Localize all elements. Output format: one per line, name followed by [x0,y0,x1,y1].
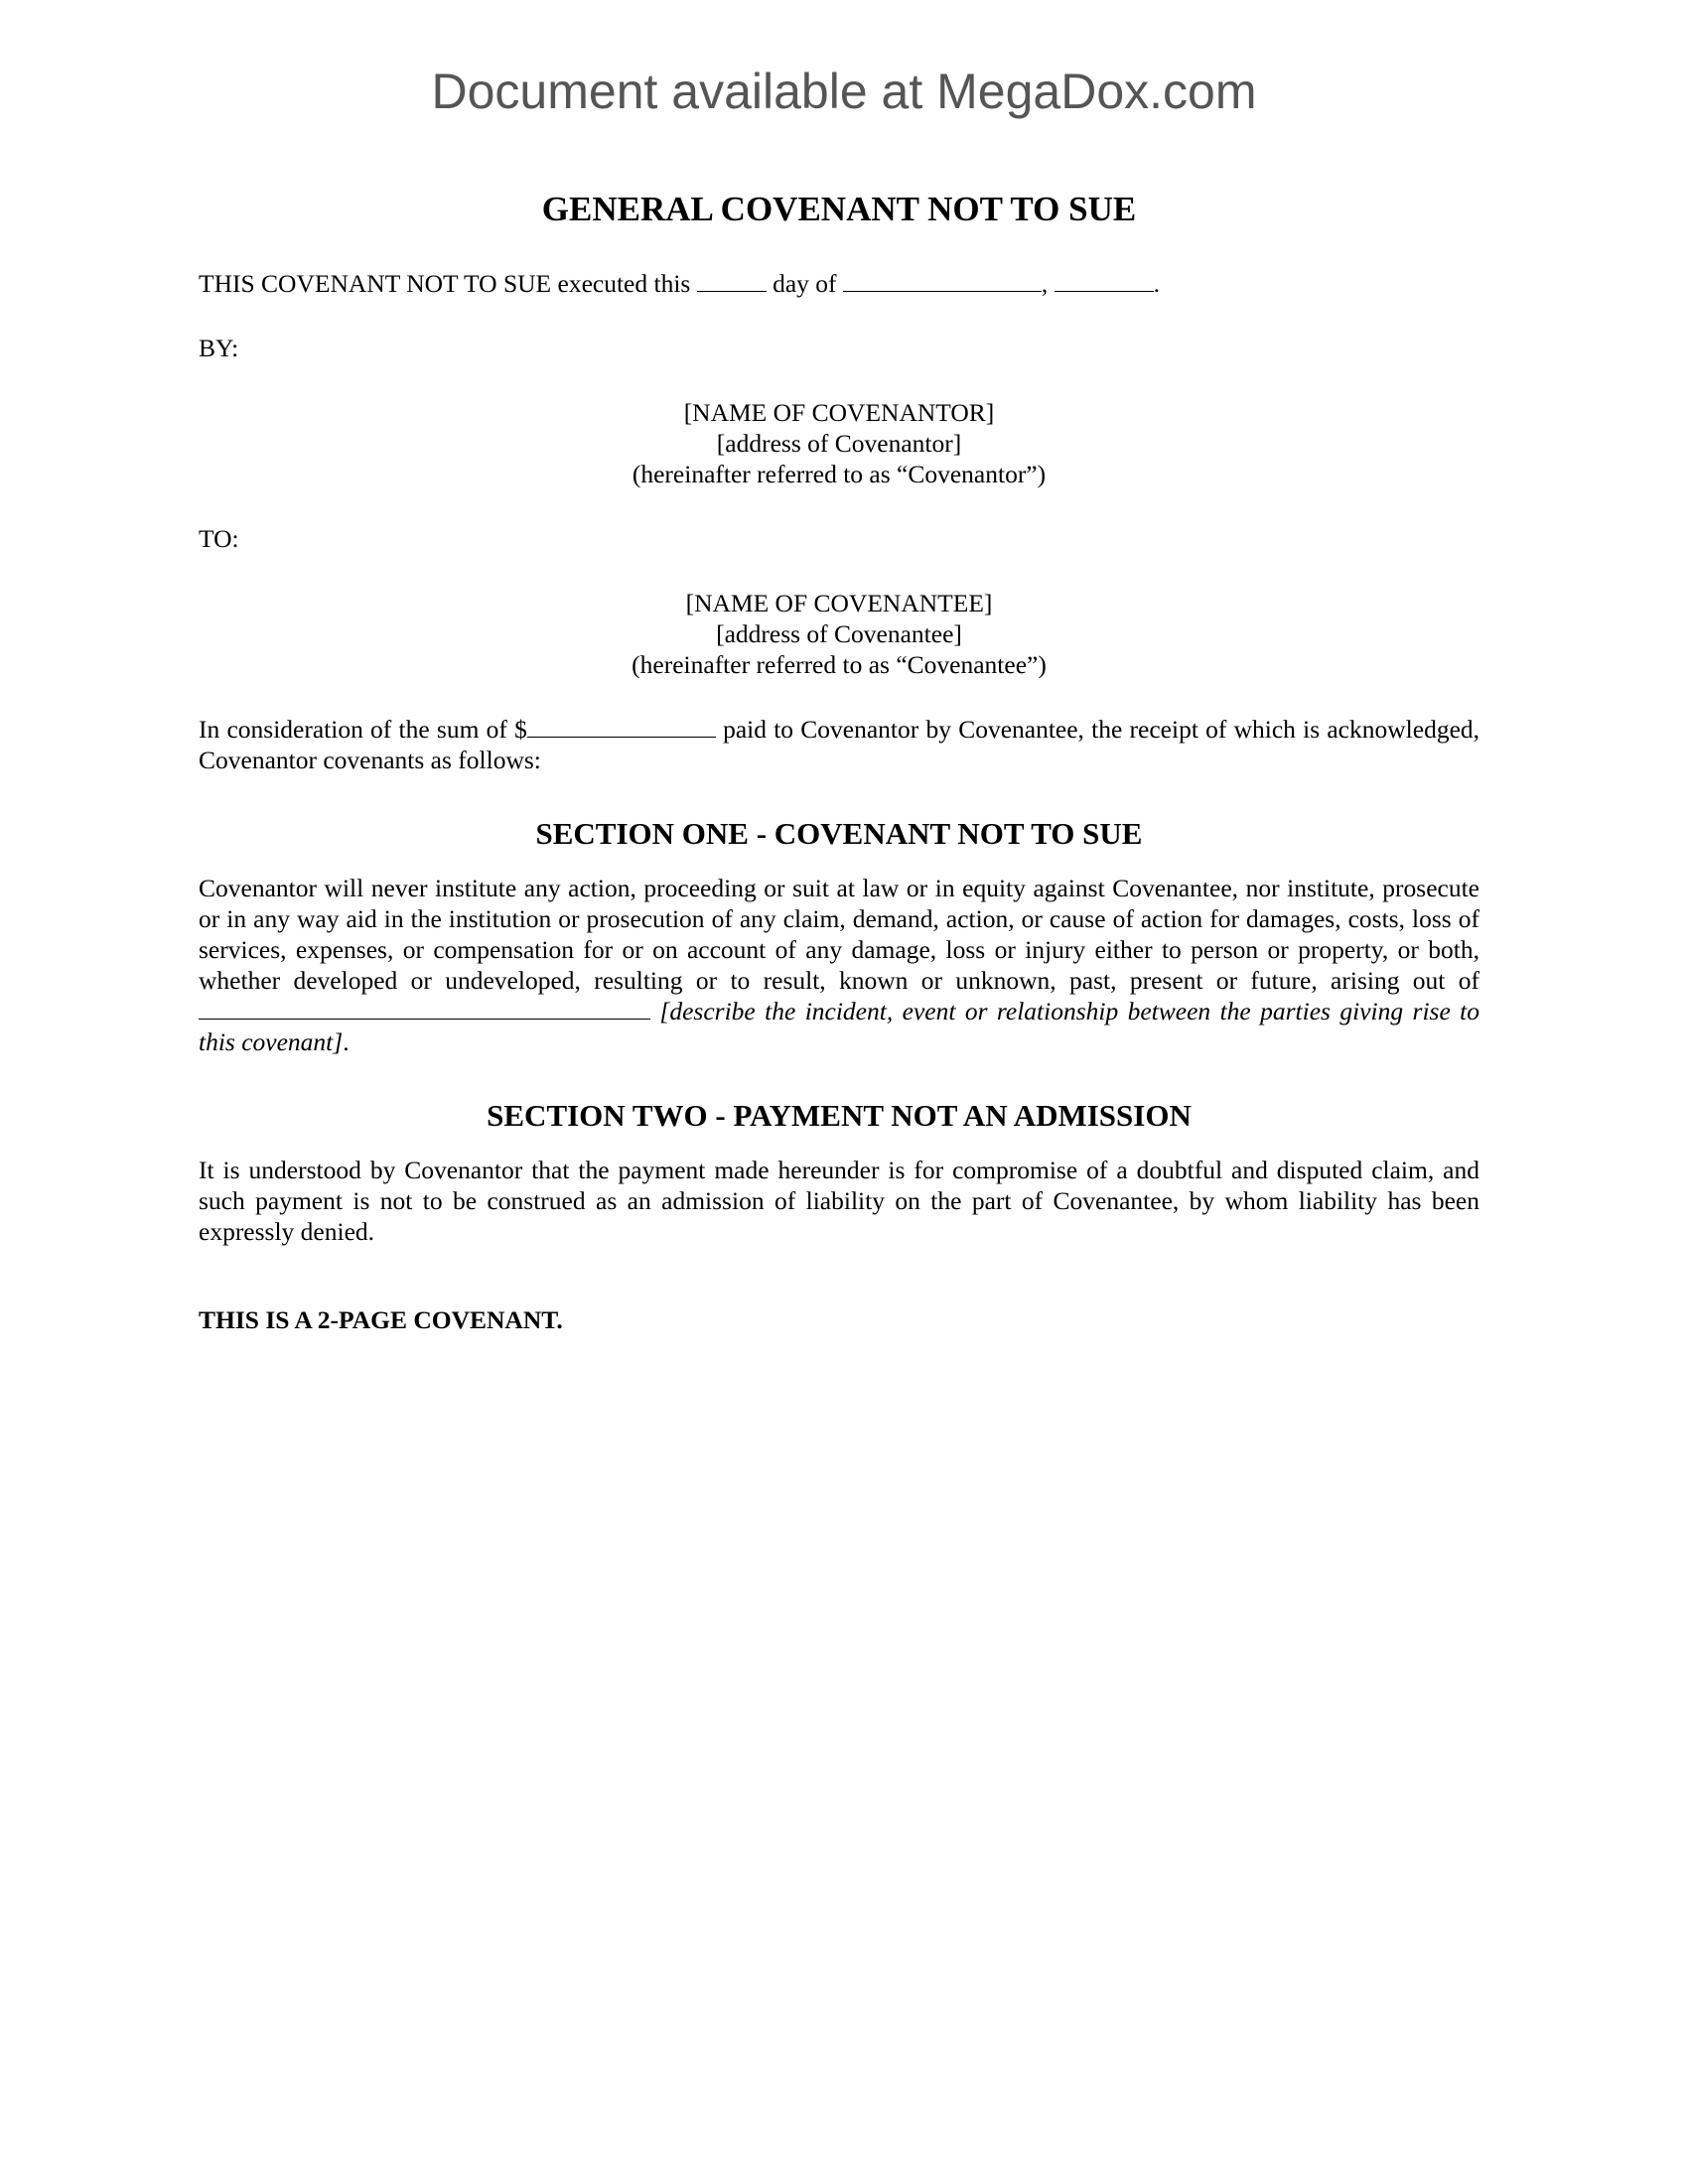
consideration-paragraph [199,714,1479,775]
year-blank [1055,269,1154,292]
month-blank [843,269,1042,292]
consideration-suffix: paid to Covenantor by Covenantee, the receipt of which is acknowledged, Covenantor covenants as follows: [199,715,1480,774]
covenantee-address: [address of Covenantee] [716,619,962,648]
opening-line [199,268,1479,299]
section-one-instruction: [describe the incident, event or relationship between the parties giving rise to this covenant] [199,997,1480,1056]
day-blank [697,269,767,292]
covenantee-block [199,588,1479,680]
covenantee-name: [NAME OF COVENANTEE] [685,589,993,617]
sum-blank [527,715,716,738]
covenantee-reference: (hereinafter referred to as “Covenantee”) [632,650,1047,679]
section-one-text: Covenantor will never institute any action, proceeding or suit at law or in equity against Covenantee, nor institute, prosecute or in any way aid in the institution or prosecution of any claim, demand, action, or cause of action for damages, costs, loss of services, expenses, or compensation for or on account of any damage, loss or injury either to person or property, or both, whether developed or undeveloped, resulting or to result, known or unknown, past, present or future, arising out of [199,874,1479,995]
opening-day-of: day of [773,269,837,298]
megadox-banner: Document available at MegaDox.com [431,64,1257,119]
document-body [199,189,1479,1335]
section-one-heading: SECTION ONE - COVENANT NOT TO SUE [535,816,1143,851]
incident-blank [199,997,650,1020]
covenantor-address: [address of Covenantor] [716,429,962,458]
covenantor-name: [NAME OF COVENANTOR] [683,398,995,427]
section-two-heading: SECTION TWO - PAYMENT NOT AN ADMISSION [487,1098,1192,1133]
page-notice: THIS IS A 2-PAGE COVENANT. [199,1305,563,1334]
by-label: BY: [199,334,239,362]
opening-comma: , [1041,269,1049,298]
consideration-prefix: In consideration of the sum of $ [199,715,527,744]
section-two-paragraph: It is understood by Covenantor that the payment made hereunder is for compromise of a doubtful and disputed claim, and such payment is not to be construed as an admission of liability on the part of Covenantee, by whom liability has been expressly denied. [199,1156,1479,1246]
opening-prefix: THIS COVENANT NOT TO SUE executed this [199,269,691,298]
section-one-end: . [343,1027,350,1056]
covenantor-reference: (hereinafter referred to as “Covenantor”) [632,460,1047,488]
section-one-paragraph [199,873,1479,1057]
opening-period: . [1153,269,1161,298]
covenantor-block [199,397,1479,489]
document-title: GENERAL COVENANT NOT TO SUE [541,190,1137,228]
to-label: TO: [199,524,239,553]
